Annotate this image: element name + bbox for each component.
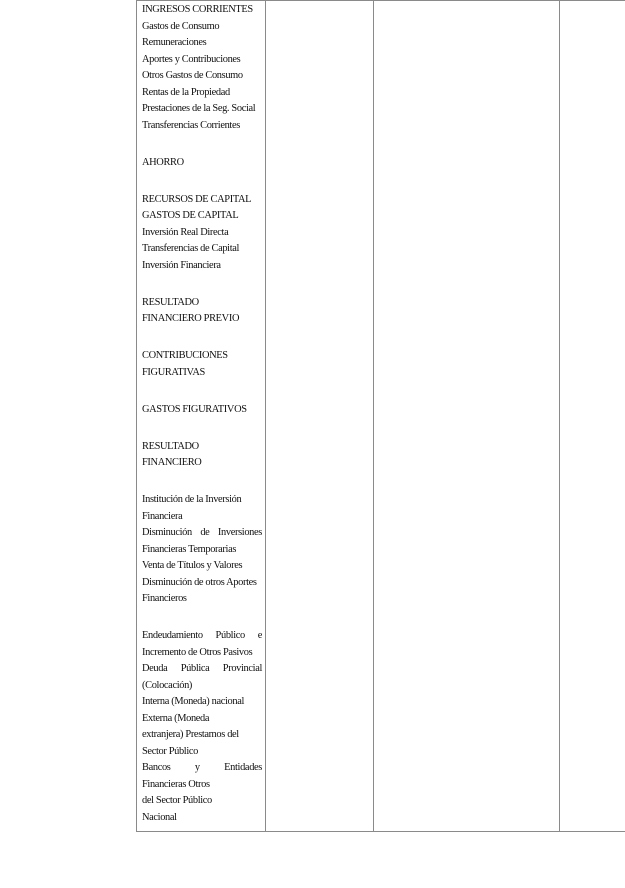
row-resultado-previo-1: RESULTADO [142,296,199,308]
row-transferencias-corrientes: Transferencias Corrientes [142,119,240,131]
row-disminucion-inversiones: Disminución de Inversiones [142,527,262,538]
row-ahorro: AHORRO [142,156,184,168]
row-externa-2: extranjera) Prestamos del [142,729,239,740]
row-financieras-otros: Financieras Otros [142,778,210,790]
row-colocacion: (Colocación) [142,679,193,691]
row-venta-titulos: Venta de Títulos y Valores [142,560,243,571]
row-financieras-temporarias: Financieras Temporarias [142,543,237,555]
row-del-sector-publico: del Sector Público [142,795,212,806]
column-divider [265,0,266,832]
row-institucion-1: Institución de la Inversión [142,494,242,505]
row-remuneraciones: Remuneraciones [142,37,207,48]
row-endeudamiento: Endeudamiento Público e [142,630,262,641]
row-financieros: Financieros [142,593,187,604]
row-otros-gastos-consumo: Otros Gastos de Consumo [142,70,243,81]
row-aportes-contribuciones: Aportes y Contribuciones [142,53,241,65]
row-ingresos-corrientes: INGRESOS CORRIENTES [142,4,253,15]
row-incremento-pasivos: Incremento de Otros Pasivos [142,646,253,658]
row-resultado-previo-2: FINANCIERO PREVIO [142,313,240,324]
row-deuda-publica: Deuda Pública Provincial [142,663,262,674]
row-rentas-propiedad: Rentas de la Propiedad [142,86,230,98]
row-contribuciones-2: FIGURATIVAS [142,366,205,378]
row-gastos-consumo: Gastos de Consumo [142,20,220,32]
row-inversion-real: Inversión Real Directa [142,226,229,238]
row-bancos: Bancos y Entidades [142,762,262,773]
column-divider [559,0,560,832]
row-transferencias-capital: Transferencias de Capital [142,243,240,254]
row-interna: Interna (Moneda) nacional [142,696,245,707]
row-resultado-financiero-2: FINANCIERO [142,457,202,468]
column-divider [373,0,374,832]
row-prestaciones-ss: Prestaciones de la Seg. Social [142,103,256,114]
row-inversion-financiera: Inversión Financiera [142,259,221,271]
row-sector-publico: Sector Público [142,745,198,757]
row-externa-1: Externa (Moneda [142,712,210,724]
row-resultado-financiero-1: RESULTADO [142,440,199,452]
row-institucion-2: Financiera [142,510,183,522]
row-gastos-figurativos: GASTOS FIGURATIVOS [142,403,247,415]
concept-column [142,2,262,826]
row-disminucion-aportes: Disminución de otros Aportes [142,576,257,588]
row-recursos-capital: RECURSOS DE CAPITAL [142,193,252,205]
row-nacional: Nacional [142,811,177,823]
row-contribuciones-1: CONTRIBUCIONES [142,350,228,361]
row-gastos-capital: GASTOS DE CAPITAL [142,210,239,221]
